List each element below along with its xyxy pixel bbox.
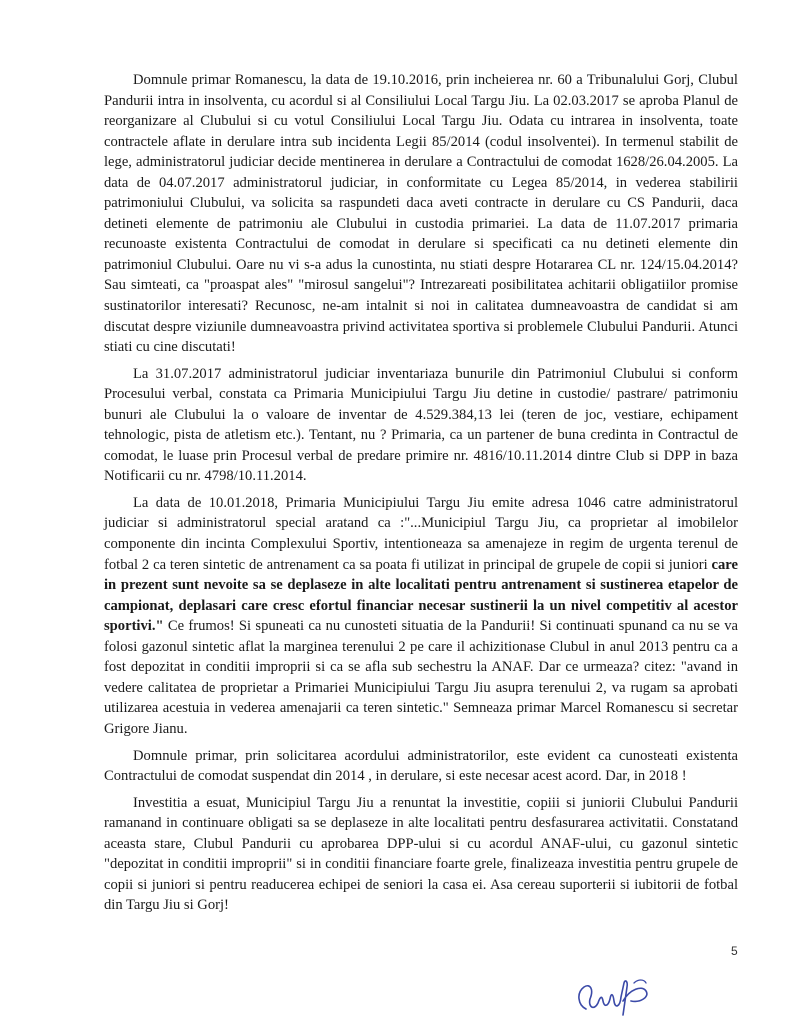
handwritten-signature [568, 975, 658, 1020]
text-run: Domnule primar Romanescu, la data de 19.10.2016, prin incheierea nr. 60 a Tribunalului Gorj, Clubul Pandurii intra in insolventa, cu acordul si al Consiliului Local Targu Jiu. La 02.03.2017 se aproba Planul de reorganizare al Clubului si cu votul Consiliului Local Targu Jiu. Odata cu intrarea in insolventa, toate contractele aflate in derulare intra sub incidenta Legii 85/2014 (codul insolventei). In termenul stabilit de lege, administratorul judiciar decide mentinerea in derulare a Contractului de comodat 1628/26.04.2005. La data de 04.07.2017 administratorul judiciar, in conformitate cu Legea 85/2014, in vederea stabilirii patrimoniului Clubului, va solicita sa raspundeti daca aveti contracte in derulare cu CS Pandurii, daca detineti elemente de patrimoniu ale Clubului in custodia primariei. La data de 11.07.2017 primaria recunoaste existenta Contractului de comodat in derulare si specificati ca nu detineti elemente din patrimoniul Clubului. Oare nu vi s-a adus la cunostinta, nu stiati despre Hotararea CL nr. 124/15.04.2014? Sau simteati, ca "proaspat ales" "mirosul sangelui"? Intrezareati posibilitatea achitarii obligatiilor promise sustinatorilor interesati? Recunosc, ne-am intalnit si noi in calitatea dumneavoastra de candidat si am discutat despre viziunile dumneavoastra privind activitatea sportiva si problemele Clubului Pandurii. Atunci stiati cu cine discutati! [104, 72, 738, 356]
paragraph [104, 746, 738, 787]
bold-quote: care in prezent sunt nevoite sa se deplaseze in alte localitati pentru antrenament si sustinerea etapelor de campionat, deplasari care cresc efortul financiar necesar sustinerii la un nivel competitiv al acestor sportivi." [104, 556, 738, 635]
text-run: La data de 10.01.2018, Primaria Municipiului Targu Jiu emite adresa 1046 catre administratorul judiciar si administratorul special aratand ca :"...Municipiul Targu Jiu, ca proprietar al imobilelor componente din incinta Complexului Sportiv, intentioneaza sa amenajeze in regim de urgenta terenul de fotbal 2 ca teren sintetic de antrenament ca sa poata fi utilizat in principal de grupele de copii si juniori [104, 494, 738, 573]
text-run: Domnule primar, prin solicitarea acordului administratorilor, este evident ca cunosteati existenta Contractului de comodat suspendat din 2014 , in derulare, si este necesar acest acord. Dar, in 2018 ! [104, 747, 738, 785]
paragraph [104, 364, 738, 487]
text-run: Ce frumos! Si spuneati ca nu cunosteti situatia de la Pandurii! Si continuati spunand ca nu se va folosi gazonul sintetic aflat la marginea terenului 2 pe care il achizitionase Clubul in anul 2013 pentru ca a fost depozitat in conditii improprii si ca se afla sub sechestru la ANAF. Dar ce urmeaza? citez: "avand in vedere calitatea de proprietar a Primariei Municipiului Targu Jiu asupra terenului 2, va rugam sa aprobati utilizarea acestuia in vederea amenajarii ca teren sintetic." Semneaza primar Marcel Romanescu si secretar Grigore Jianu. [104, 618, 738, 737]
paragraph [104, 493, 738, 740]
document-body [104, 70, 738, 922]
paragraph [104, 70, 738, 358]
text-run: La 31.07.2017 administratorul judiciar inventariaza bunurile din Patrimoniul Clubului si conform Procesului verbal, constata ca Primaria Municipiului Targu Jiu detine in custodie/ pastrare/ patrimoniu bunuri ale Clubului la o valoare de inventar de 4.529.384,13 lei (teren de joc, vestiare, echipament tehnologic, pista de atletism etc.). Tentant, nu ? Primaria, ca un partener de buna credinta in Contractul de comodat, le luase prin Procesul verbal de predare primire nr. 4816/10.11.2014 dintre Club si DPP in baza Notificarii cu nr. 4798/10.11.2014. [104, 365, 738, 485]
page-number: 5 [731, 944, 738, 958]
paragraph [104, 793, 738, 916]
text-run: Investitia a esuat, Municipiul Targu Jiu a renuntat la investitie, copiii si juniorii Clubului Pandurii ramanand in continuare obligati sa se deplaseze in alte localitati pentru desfasurarea activitatii. Constatand aceasta stare, Clubul Pandurii cu aprobarea DPP-ului si cu acordul ANAF-ului, cu gazonul sintetic "depozitat in conditii improprii" si in conditii financiare foarte grele, finalizeaza investitia pentru grupele de copii si juniori si pentru readucerea echipei de seniori la casa ei. Asa cereau suporterii si iubitorii de fotbal din Targu Jiu si Gorj! [104, 794, 738, 914]
